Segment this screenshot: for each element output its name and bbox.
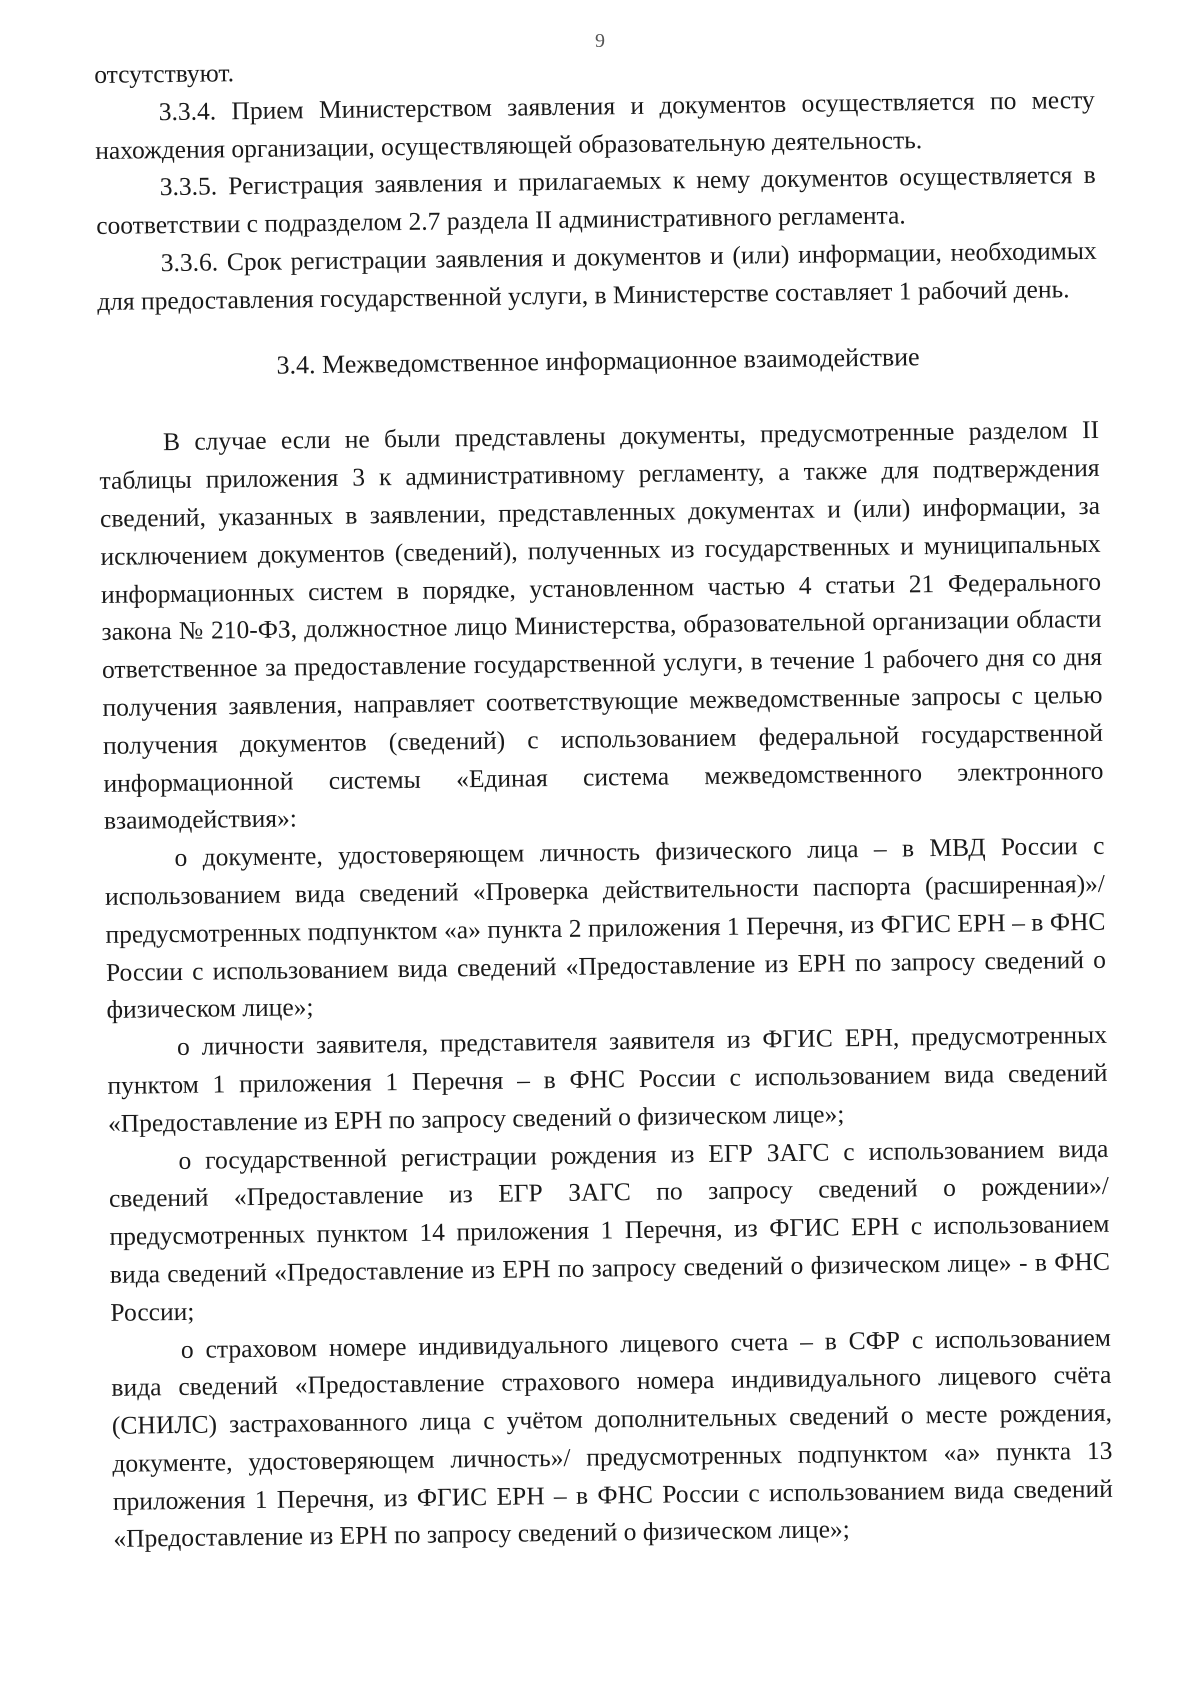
- list-item-applicant-identity: о личности заявителя, представителя заявителя из ФГИС ЕРН, предусмотренных пунктом 1 приложения 1 Перечня – в ФНС России с использованием вида сведений «Предоставление из ЕРН по запросу сведений о физическом лице»;: [107, 1019, 1108, 1138]
- paragraph-3-3-5: 3.3.5. Регистрация заявления и прилагаемых к нему документов осуществляется в соответствии с подразделом 2.7 раздела II административного регламента.: [96, 160, 1096, 241]
- paragraph-3-3-4: 3.3.4. Прием Министерством заявления и документов осуществляется по месту нахождения организации, осуществляющей образовательную деятельность.: [95, 84, 1095, 165]
- paragraph-continuation: отсутствуют.: [94, 58, 235, 89]
- paragraph-3-3-6: 3.3.6. Срок регистрации заявления и документов и (или) информации, необходимых для предоставления государственной услуги, в Министерстве составляет 1 рабочий день.: [97, 235, 1097, 316]
- document-body: [94, 43, 1114, 1558]
- section-heading: 3.4. Межведомственное информационное взаимодействие: [276, 341, 920, 380]
- list-item-birth-registration: о государственной регистрации рождения из ЕГР ЗАГС с использованием вида сведений «Предоставление из ЕГР ЗАГС по запросу сведений о рождении»/предусмотренных пунктом 14 приложения 1 Перечня, из ФГИС ЕРН с использованием вида сведений «Предоставление из ЕРН по запросу сведений о физическом лице» - в ФНС России;: [108, 1133, 1111, 1327]
- page-number: 9: [595, 30, 605, 52]
- list-item-identity-document: о документе, удостоверяющем личность физического лица – в МВД России с использованием вида сведений «Проверка действительности паспорта (расширенная)»/предусмотренных подпунктом «а» пункта 2 приложения 1 Перечня, из ФГИС ЕРН – в ФНС России с использованием вида сведений «Предоставление из ЕРН по запросу сведений о физическом лице»;: [104, 830, 1107, 1025]
- paragraph-intro: В случае если не были представлены документы, предусмотренные разделом II таблицы приложения 3 к административному регламенту, а также для подтверждения сведений, указанных в заявлении, представленных документах и (или) информации, за исключением документов (сведений), полученных из государственных и муниципальных информационных систем в порядке, установленном частью 4 статьи 21 Федерального закона № 210-ФЗ, должностное лицо Министерства, образовательной организации области ответственное за предоставление государственной услуги, в течение 1 рабочего дня со дня получения заявления, направляет соответствующие межведомственные запросы с целью получения документов (сведений) с использованием федеральной государственной информационной системы «Единая система межведомственного электронного взаимодействия»:: [99, 415, 1104, 836]
- list-item-snils: о страховом номере индивидуального лицевого счета – в СФР с использованием вида сведений «Предоставление страхового номера индивидуального лицевого счёта (СНИЛС) застрахованного лица с учётом дополнительных сведений о месте рождения, документе, удостоверяющем личность»/ предусмотренных подпунктом «а» пункта 13 приложения 1 Перечня, из ФГИС ЕРН – в ФНС России с использованием вида сведений «Предоставление из ЕРН по запросу сведений о физическом лице»;: [111, 1322, 1114, 1554]
